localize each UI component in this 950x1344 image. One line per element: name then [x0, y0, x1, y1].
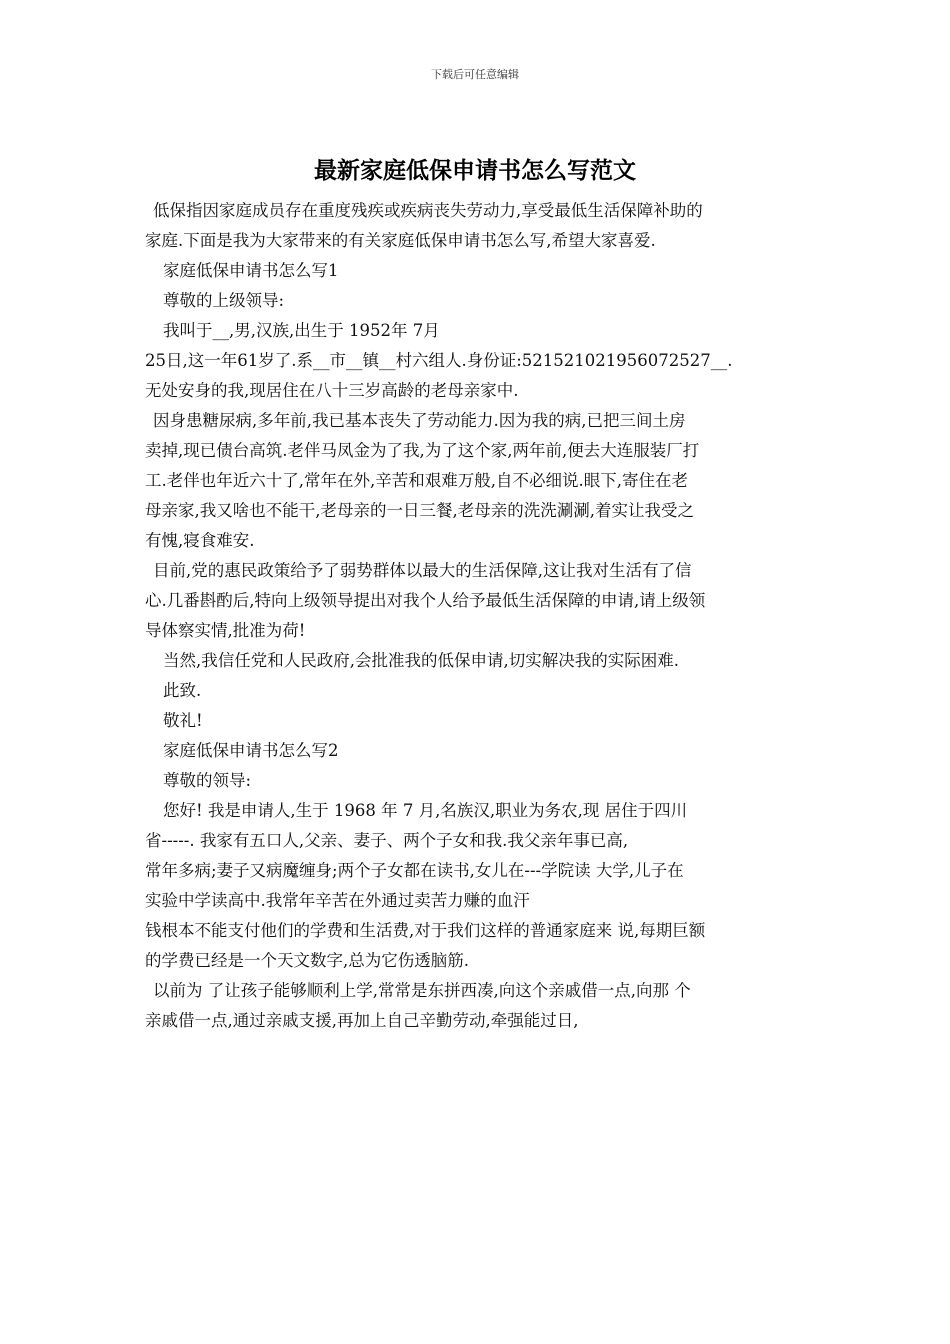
- body-line: 实验中学读高中.我常年辛苦在外通过卖苦力赚的血汗: [145, 891, 530, 910]
- body-line: 的学费已经是一个天文数字,总为它伤透脑筋.: [145, 951, 469, 970]
- section-heading: 家庭低保申请书怎么写2: [163, 741, 339, 760]
- closing-line: 敬礼!: [163, 711, 203, 730]
- body-line: 有愧,寝食难安.: [145, 531, 255, 550]
- body-line: 您好! 我是申请人,生于 1968 年 7 月,名族汉,职业为务农,现 居住于四川: [163, 801, 688, 820]
- body-line: 钱根本不能支付他们的学费和生活费,对于我们这样的普通家庭来 说,每期巨额: [145, 921, 706, 940]
- body-line: 家庭.下面是我为大家带来的有关家庭低保申请书怎么写,希望大家喜爱.: [145, 231, 656, 250]
- salutation: 尊敬的领导:: [163, 771, 252, 790]
- body-line: 常年多病;妻子又病魔缠身;两个子女都在读书,女儿在---学院读 大学,儿子在: [145, 861, 684, 880]
- body-line: 省-----. 我家有五口人,父亲、妻子、两个子女和我.我父亲年事已高,: [145, 831, 629, 850]
- body-line: 低保指因家庭成员存在重度残疾或疾病丧失劳动力,享受最低生活保障补助的: [153, 201, 703, 220]
- document-body: [145, 196, 810, 1036]
- body-line: 导体察实情,批准为荷!: [145, 621, 306, 640]
- closing-line: 此致.: [163, 681, 202, 700]
- body-line: 卖掉,现已债台高筑.老伴马凤金为了我,为了这个家,两年前,便去大连服装厂打: [145, 441, 700, 460]
- document-title: 最新家庭低保申请书怎么写范文: [314, 157, 636, 184]
- page-header-note: 下载后可任意编辑: [431, 68, 519, 81]
- body-line: 亲戚借一点,通过亲戚支援,再加上自己辛勤劳动,牵强能过日,: [145, 1011, 579, 1030]
- body-line: 无处安身的我,现居住在八十三岁高龄的老母亲家中.: [145, 381, 519, 400]
- body-line: 25日,这一年61岁了.系__市__镇__村六组人.身份证:521521021956072527__.: [145, 351, 733, 370]
- body-line: 因身患糖尿病,多年前,我已基本丧失了劳动能力.因为我的病,已把三间土房: [153, 411, 686, 430]
- body-line: 心.几番斟酌后,特向上级领导提出对我个人给予最低生活保障的申请,请上级领: [145, 591, 706, 610]
- salutation: 尊敬的上级领导:: [163, 291, 285, 310]
- body-line: 当然,我信任党和人民政府,会批准我的低保申请,切实解决我的实际困难.: [163, 651, 679, 670]
- body-line: 目前,党的惠民政策给予了弱势群体以最大的生活保障,这让我对生活有了信: [153, 561, 692, 580]
- body-line: 母亲家,我又啥也不能干,老母亲的一日三餐,老母亲的洗洗涮涮,着实让我受之: [145, 501, 694, 520]
- body-line: 以前为 了让孩子能够顺利上学,常常是东拼西凑,向这个亲戚借一点,向那 个: [153, 981, 691, 1000]
- body-line: 我叫于__,男,汉族,出生于 1952年 7月: [163, 321, 440, 340]
- section-heading: 家庭低保申请书怎么写1: [163, 261, 339, 280]
- body-line: 工.老伴也年近六十了,常年在外,辛苦和艰难万般,自不必细说.眼下,寄住在老: [145, 471, 688, 490]
